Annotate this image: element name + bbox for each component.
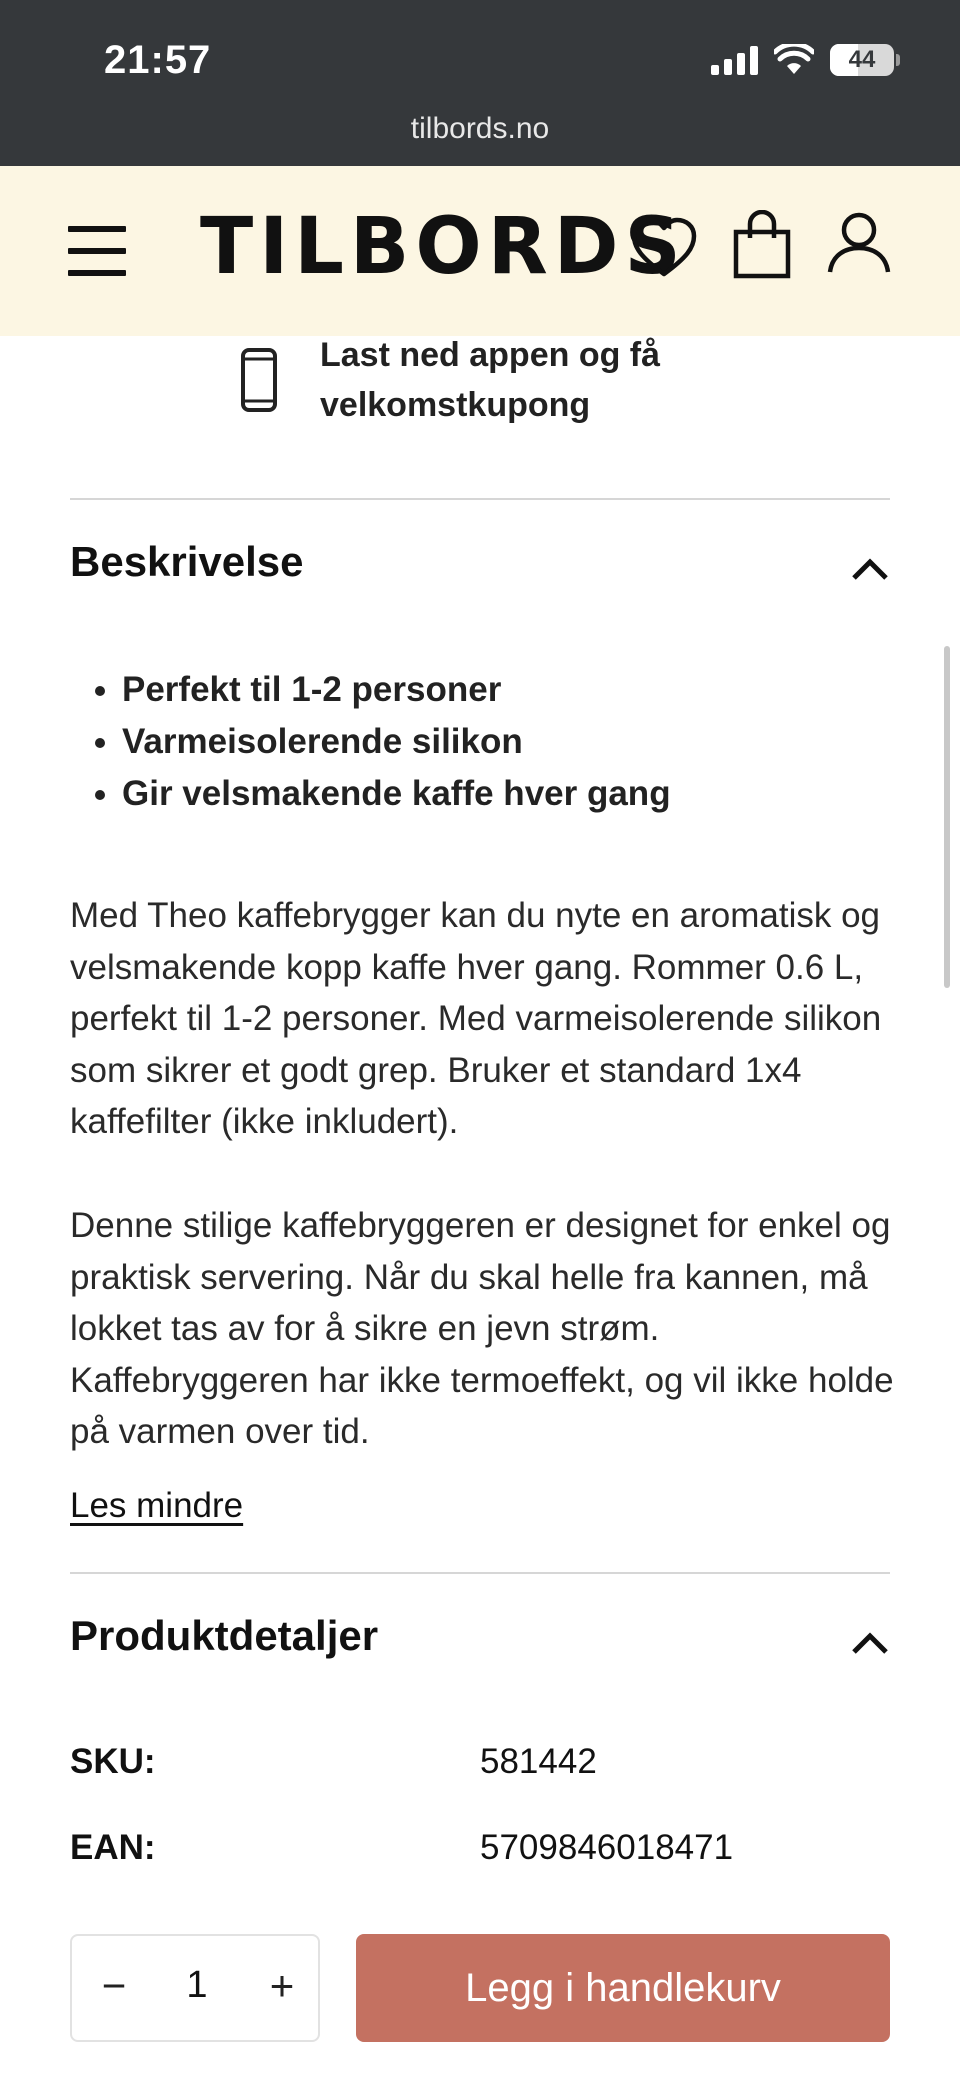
- chevron-up-icon[interactable]: [850, 554, 890, 582]
- ean-value: 5709846018471: [480, 1828, 734, 1867]
- site-header: [0, 166, 960, 336]
- description-paragraph: Med Theo kaffebrygger kan du nyte en aromatisk og velsmakende kopp kaffe hver gang. Rommer 0.6 L, perfekt til 1-2 personer. Med varmeisolerende silikon som sikrer et godt grep. Bruker et standard 1x4 kaffefilter (ikke inkludert).: [70, 896, 882, 1141]
- user-icon[interactable]: [826, 210, 892, 276]
- quantity-value[interactable]: 1: [186, 1964, 208, 2006]
- bullet-item: • Perfekt til 1-2 personer: [122, 664, 671, 716]
- divider: [70, 1572, 890, 1574]
- read-less-link[interactable]: Les mindre: [70, 1486, 244, 1525]
- sku-label: SKU:: [70, 1742, 156, 1781]
- battery-icon: [830, 44, 894, 76]
- shopping-bag-icon[interactable]: [732, 210, 792, 280]
- description-paragraph: Denne stilige kaffebryggeren er designet for enkel og praktisk servering. Når du skal helle fra kannen, må lokket tas av for å sikre en jevn strøm. Kaffebryggeren har ikke termoeffekt, og vil ikke holde på varmen over tid.: [70, 1206, 894, 1451]
- menu-icon[interactable]: [68, 226, 126, 276]
- description-bullets: [70, 664, 671, 820]
- status-time: 21:57: [104, 38, 212, 82]
- url-bar[interactable]: tilbords.no: [410, 112, 550, 145]
- status-bar: [0, 0, 960, 166]
- sku-value: 581442: [480, 1742, 597, 1781]
- chevron-up-icon[interactable]: [850, 1628, 890, 1656]
- increase-quantity-button[interactable]: +: [269, 1962, 295, 2009]
- description-title[interactable]: Beskrivelse: [70, 538, 304, 585]
- add-to-cart-label: Legg i handlekurv: [465, 1965, 781, 2010]
- ean-label: EAN:: [70, 1828, 156, 1867]
- battery-percent: 44: [848, 46, 876, 73]
- app-promo-text: Last ned appen og få velkomstkupong: [320, 336, 661, 424]
- wifi-icon: [774, 44, 814, 76]
- app-promo[interactable]: [240, 330, 720, 430]
- add-to-cart-button[interactable]: [356, 1934, 890, 2042]
- scrollbar[interactable]: [944, 646, 950, 988]
- bullet-item: • Varmeisolerende silikon: [122, 716, 671, 768]
- status-icons: [711, 44, 894, 76]
- heart-icon[interactable]: [630, 216, 698, 280]
- divider: [70, 498, 890, 500]
- bullet-item: • Gir velsmakende kaffe hver gang: [122, 768, 671, 820]
- phone-icon: [240, 347, 278, 413]
- site-logo[interactable]: TILBORDS: [200, 202, 687, 292]
- decrease-quantity-button[interactable]: −: [101, 1962, 127, 2009]
- product-details-title[interactable]: Produktdetaljer: [70, 1612, 379, 1659]
- signal-icon: [711, 45, 758, 75]
- quantity-stepper: [70, 1934, 320, 2042]
